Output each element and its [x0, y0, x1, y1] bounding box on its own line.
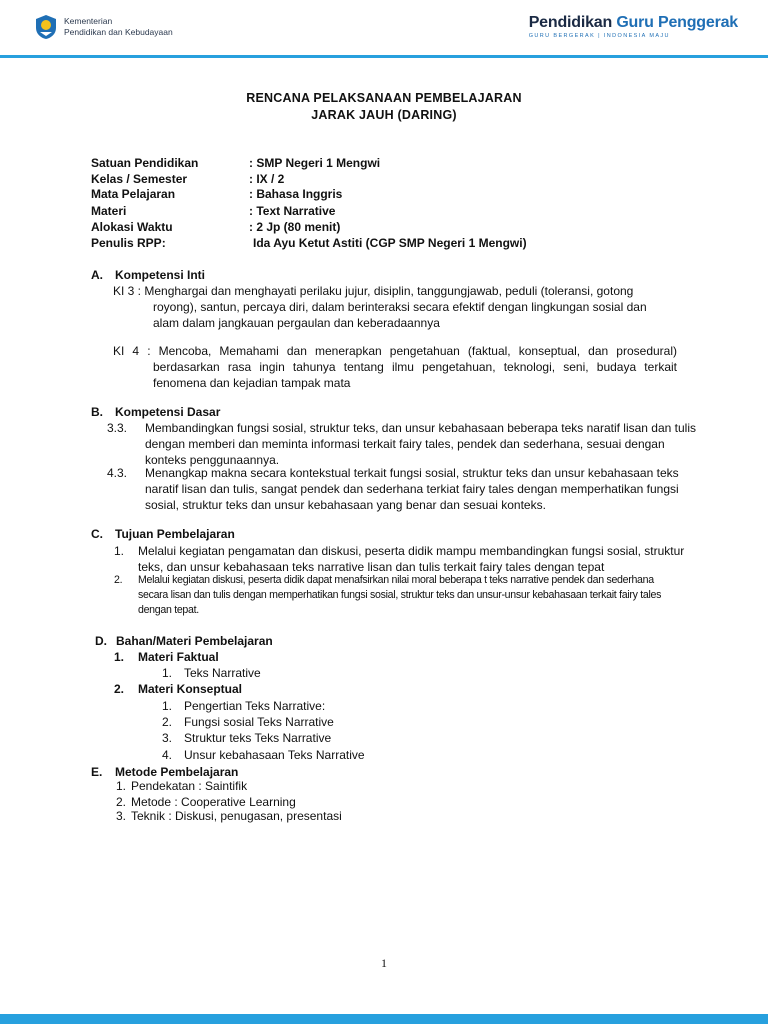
ki4-paragraph [113, 343, 677, 391]
identity-value: Ida Ayu Ketut Astiti (CGP SMP Negeri 1 Mengwi) [253, 236, 527, 250]
ki3-line: KI 3 : Menghargai dan menghayati perilaku jujur, disiplin, tanggungjawab, peduli (toleransi, gotong [113, 284, 634, 298]
tujuan-2-paragraph [138, 573, 748, 618]
kd-number: 3.3. [107, 421, 128, 435]
ki3-line: royong), santun, percaya diri, dalam berinteraksi secara efektif dengan lingkungan sosial dan [153, 300, 647, 314]
materi-item: Fungsi sosial Teks Narrative [184, 715, 334, 729]
tut-wuri-handayani-logo-icon [34, 14, 58, 40]
section-b-heading [91, 405, 220, 419]
tujuan-number: 2. [114, 574, 123, 586]
section-title: Kompetensi Dasar [115, 405, 221, 419]
ki3-line: alam dalam jangkauan pergaulan dan keberadaannya [153, 316, 440, 330]
identity-label: Satuan Pendidikan [91, 156, 199, 170]
kd-number: 4.3. [107, 466, 128, 480]
brand-part2: Guru Penggerak [616, 14, 738, 31]
identity-value: : Bahasa Inggris [249, 187, 343, 201]
tujuan-number: 1. [114, 544, 125, 558]
page-number: 1 [381, 956, 387, 970]
section-a-heading [91, 268, 205, 282]
identity-label: Penulis RPP: [91, 236, 166, 250]
kd-line: sosial, struktur teks dan unsur kebahasaan yang benar dan sesuai konteks. [145, 498, 546, 512]
identity-label: Materi [91, 204, 127, 218]
tujuan-line: Melalui kegiatan pengamatan dan diskusi, peserta didik mampu membandingkan fungsi sosial, struktur [138, 544, 685, 558]
doc-title-line1: RENCANA PELAKSANAAN PEMBELAJARAN [246, 91, 522, 105]
ki4-line: berdasarkan rasa ingin tahunya tentang ilmu pengetahuan, teknologi, seni, budaya terkait [153, 360, 677, 374]
section-title: Tujuan Pembelajaran [115, 527, 235, 541]
materi-item-number: 1. [162, 666, 173, 680]
metode-item: Pendekatan : Saintifik [131, 779, 248, 793]
metode-item: Teknik : Diskusi, penugasan, presentasi [131, 809, 342, 823]
metode-item-number: 3. [116, 809, 127, 823]
ministry-header [34, 14, 173, 40]
materi-faktual-title: Materi Faktual [138, 650, 219, 664]
metode-item-number: 1. [116, 779, 127, 793]
identity-label: Kelas / Semester [91, 172, 188, 186]
kd-line: naratif lisan dan tulis, sangat pendek dan sederhana terkiat fairy tales dengan memperhatikan fungsi [145, 482, 679, 496]
section-letter: D. [95, 634, 107, 648]
identity-value: : Text Narrative [249, 204, 336, 218]
doc-title-line2: JARAK JAUH (DARING) [311, 108, 457, 122]
ministry-line1: Kementerian [64, 16, 113, 26]
materi-item-number: 3. [162, 731, 173, 745]
materi-konseptual-title: Materi Konseptual [138, 682, 243, 696]
materi-item: Unsur kebahasaan Teks Narrative [184, 748, 365, 762]
identity-value: : 2 Jp (80 menit) [249, 220, 341, 234]
ministry-line2: Pendidikan dan Kebudayaan [64, 27, 173, 37]
kd-line: Menangkap makna secara kontekstual terkait fungsi sosial, struktur teks dan unsur kebahasaan teks [145, 466, 679, 480]
footer-bar [0, 1014, 768, 1024]
identity-value: : SMP Negeri 1 Mengwi [249, 156, 381, 170]
materi-sub-number: 2. [114, 682, 125, 696]
kd-4-3-paragraph [145, 465, 735, 513]
metode-item-number: 2. [116, 795, 127, 809]
kd-3-3-paragraph [145, 420, 735, 468]
section-letter: C. [91, 527, 103, 541]
materi-sub-number: 1. [114, 650, 125, 664]
kd-line: Membandingkan fungsi sosial, struktur teks, dan unsur kebahasaan beberapa teks naratif lisan dan tulis [145, 421, 696, 435]
section-title: Kompetensi Inti [115, 268, 206, 282]
brand-tagline: GURU BERGERAK | INDONESIA MAJU [528, 33, 670, 39]
tujuan-line: dengan tepat. [138, 604, 199, 616]
section-d-heading [95, 634, 273, 648]
kd-line: dengan memberi dan meminta informasi terkait fairy tales, pendek dan sederhana, sesuai dengan [145, 437, 665, 451]
section-e-heading [91, 765, 238, 779]
identity-label: Alokasi Waktu [91, 220, 173, 234]
section-title: Metode Pembelajaran [115, 765, 239, 779]
pgp-brand [529, 14, 738, 39]
section-title: Bahan/Materi Pembelajaran [116, 634, 273, 648]
tujuan-1-paragraph [138, 543, 738, 575]
tujuan-line: teks, dan unsur kebahasaan teks narrative lisan dan tulis terkait fairy tales dengan tepat [138, 560, 605, 574]
ki3-paragraph [113, 283, 683, 331]
materi-item: Struktur teks Teks Narrative [184, 731, 332, 745]
materi-item: Teks Narrative [184, 666, 261, 680]
ki4-line: KI 4 : Mencoba, Memahami dan menerapkan pengetahuan (faktual, konseptual, dan prosedural) [113, 344, 677, 358]
materi-item-number: 4. [162, 748, 173, 762]
section-letter: E. [91, 765, 103, 779]
ki4-line: fenomena dan kejadian tampak mata [153, 376, 351, 390]
materi-item-number: 1. [162, 699, 173, 713]
identity-label: Mata Pelajaran [91, 187, 176, 201]
section-letter: A. [91, 268, 103, 282]
kd-line: konteks penggunaannya. [145, 453, 280, 467]
tujuan-line: secara lisan dan tulis dengan memperhatikan fungsi sosial, struktur teks dan unsur-unsur kebahasaan terkait fairy tales [138, 589, 662, 601]
section-letter: B. [91, 405, 103, 419]
tujuan-line: Melalui kegiatan diskusi, peserta didik dapat menafsirkan nilai moral beberapa t teks narrative pendek dan sederhana [138, 574, 654, 586]
header-divider [0, 55, 768, 58]
identity-value: : IX / 2 [249, 172, 285, 186]
section-c-heading [91, 527, 235, 541]
materi-item: Pengertian Teks Narrative: [184, 699, 326, 713]
brand-part1: Pendidikan [528, 14, 613, 31]
materi-item-number: 2. [162, 715, 173, 729]
metode-item: Metode : Cooperative Learning [131, 795, 296, 809]
